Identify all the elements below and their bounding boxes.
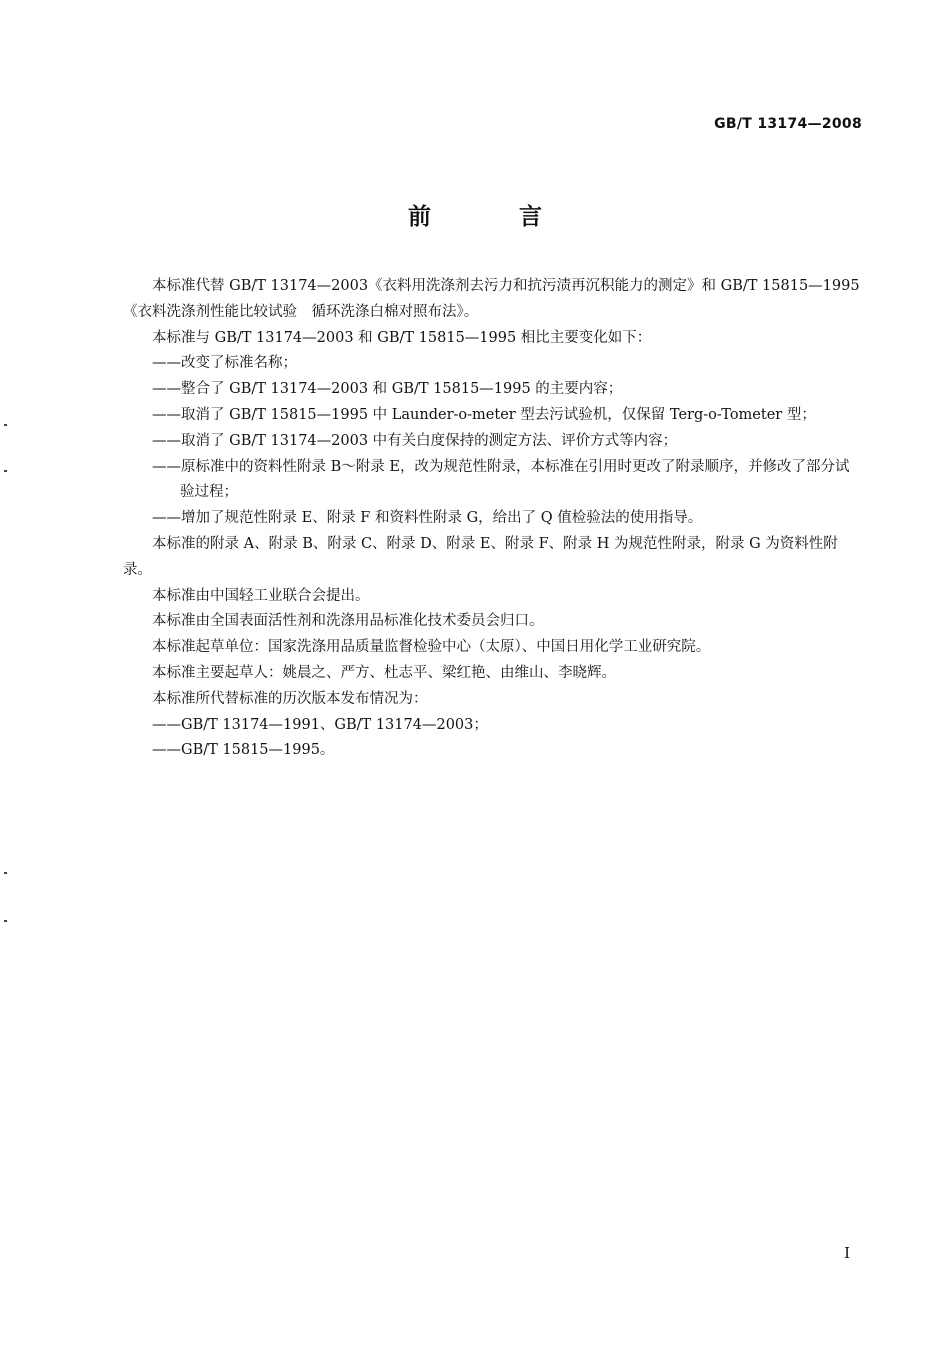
paragraph-history-intro: 本标准所代替标准的历次版本发布情况为： — [152, 690, 428, 707]
change-item: ——改变了标准名称； — [152, 355, 297, 372]
paragraph-drafting-units: 本标准起草单位：国家洗涤用品质量监督检验中心（太原）、中国日用化学工业研究院。 — [152, 639, 711, 656]
scan-mark — [4, 920, 7, 922]
paragraph-annexes: 本标准的附录 A、附录 B、附录 C、附录 D、附录 E、附录 F、附录 H 为规范性附录，附录 G 为资料性附录。 — [123, 535, 838, 578]
paragraph-proposer: 本标准由中国轻工业联合会提出。 — [152, 587, 370, 604]
paragraph-replaces: 本标准代替 GB/T 13174—2003《衣料用洗涤剂去污力和抗污渍再沉积能力的测定》和 GB/T 15815—1995《衣料洗涤剂性能比较试验 循环洗涤白棉对照布法》。 — [123, 278, 860, 320]
change-item: ——整合了 GB/T 13174—2003 和 GB/T 15815—1995 的主要内容； — [152, 381, 623, 398]
page-title: 前 言 — [407, 204, 582, 230]
scan-mark — [4, 424, 7, 426]
scan-mark — [4, 470, 7, 472]
change-item: ——原标准中的资料性附录 B～附录 E，改为规范性附录，本标准在引用时更改了附录顺序，并修改了部分试验过程； — [152, 458, 850, 501]
document-code: GB/T 13174—2008 — [714, 116, 862, 132]
change-item: ——增加了规范性附录 E、附录 F 和资料性附录 G，给出了 Q 值检验法的使用指导。 — [152, 510, 703, 527]
scan-mark — [4, 872, 7, 874]
history-item: ——GB/T 15815—1995。 — [152, 742, 335, 759]
paragraph-changes-intro: 本标准与 GB/T 13174—2003 和 GB/T 15815—1995 相比主要变化如下： — [152, 329, 652, 346]
paragraph-committee: 本标准由全国表面活性剂和洗涤用品标准化技术委员会归口。 — [152, 613, 544, 630]
page-number: I — [844, 1244, 850, 1262]
change-item: ——取消了 GB/T 13174—2003 中有关白度保持的测定方法、评价方式等内容； — [152, 432, 678, 449]
history-item: ——GB/T 13174—1991、GB/T 13174—2003； — [152, 716, 488, 733]
paragraph-drafters: 本标准主要起草人：姚晨之、严方、杜志平、梁红艳、由维山、李晓辉。 — [152, 664, 616, 681]
foreword-body — [123, 274, 863, 764]
change-item: ——取消了 GB/T 15815—1995 中 Launder-o-meter 型去污试验机，仅保留 Terg-o-Tometer 型； — [152, 406, 816, 423]
